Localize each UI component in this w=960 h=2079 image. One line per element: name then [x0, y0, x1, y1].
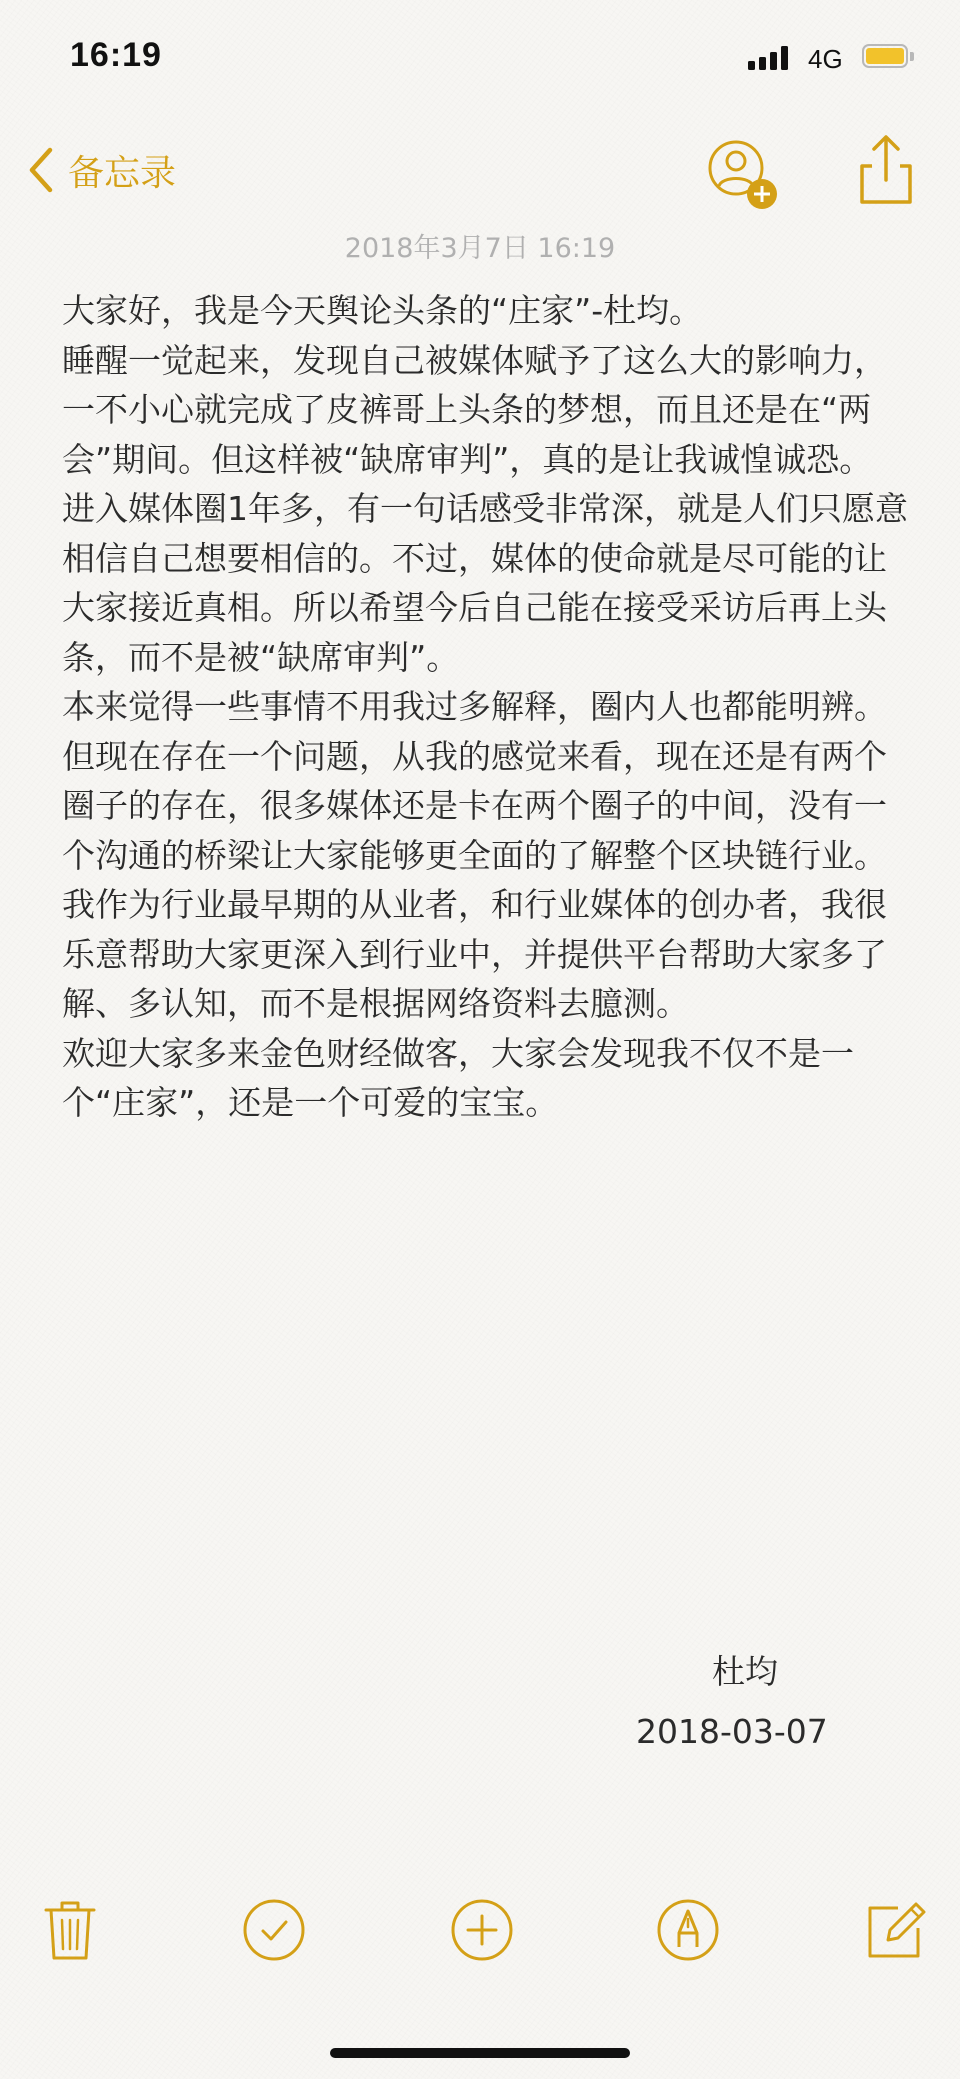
- cellular-signal-icon: [748, 46, 792, 70]
- checklist-icon: [241, 1897, 307, 1963]
- share-button[interactable]: [856, 132, 916, 208]
- note-paragraph: 进入媒体圈1年多，有一句话感受非常深，就是人们只愿意相信自己想要相信的。不过，媒体的使命就是尽可能的让大家接近真相。所以希望今后自己能在接受采访后再上头条，而不是被“缺席审判”。: [62, 489, 908, 677]
- add-person-button[interactable]: [700, 132, 784, 216]
- note-paragraph: 大家好，我是今天舆论头条的“庄家”-杜均。: [62, 291, 703, 330]
- note-body[interactable]: [62, 286, 908, 1128]
- chevron-left-icon: [28, 146, 54, 194]
- back-button[interactable]: [28, 140, 176, 200]
- compose-button[interactable]: [856, 1890, 936, 1970]
- status-bar: [0, 0, 960, 120]
- note-paragraph: 我作为行业最早期的从业者，和行业媒体的创办者，我很乐意帮助大家更深入到行业中，并提供平台帮助大家多了解、多认知，而不是根据网络资料去臆测。: [62, 885, 887, 1023]
- home-indicator[interactable]: [330, 2048, 630, 2058]
- delete-button[interactable]: [30, 1890, 110, 1970]
- compose-icon: [864, 1898, 928, 1962]
- network-type: 4G: [808, 44, 843, 74]
- markup-button[interactable]: [648, 1890, 728, 1970]
- share-icon: [856, 132, 916, 208]
- battery-icon: [862, 44, 916, 70]
- signature-name: 杜均: [712, 1652, 778, 1691]
- markup-pen-icon: [655, 1897, 721, 1963]
- signature-date: 2018-03-07: [636, 1712, 828, 1751]
- checklist-button[interactable]: [234, 1890, 314, 1970]
- add-button[interactable]: [442, 1890, 522, 1970]
- back-label: 备忘录: [68, 152, 177, 194]
- note-paragraph: 睡醒一觉起来，发现自己被媒体赋予了这么大的影响力，一不小心就完成了皮裤哥上头条的梦想，而且还是在“两会”期间。但这样被“缺席审判”，真的是让我诚惶诚恐。: [62, 340, 887, 479]
- note-paragraph: 本来觉得一些事情不用我过多解释，圈内人也都能明辨。但现在存在一个问题，从我的感觉来看，现在还是有两个圈子的存在，很多媒体还是卡在两个圈子的中间，没有一个沟通的桥梁让大家能够更全面的了解整个区块链行业。: [62, 687, 887, 875]
- add-icon: [449, 1897, 515, 1963]
- add-person-icon: [700, 132, 784, 216]
- bottom-toolbar: [0, 1890, 960, 2000]
- note-paragraph: 欢迎大家多来金色财经做客，大家会发现我不仅不是一个“庄家”，还是一个可爱的宝宝。: [62, 1033, 854, 1122]
- status-time: 16:19: [70, 36, 162, 74]
- trash-icon: [42, 1898, 98, 1962]
- note-timestamp: 2018年3月7日 16:19: [344, 233, 616, 264]
- navigation-bar: [0, 120, 960, 220]
